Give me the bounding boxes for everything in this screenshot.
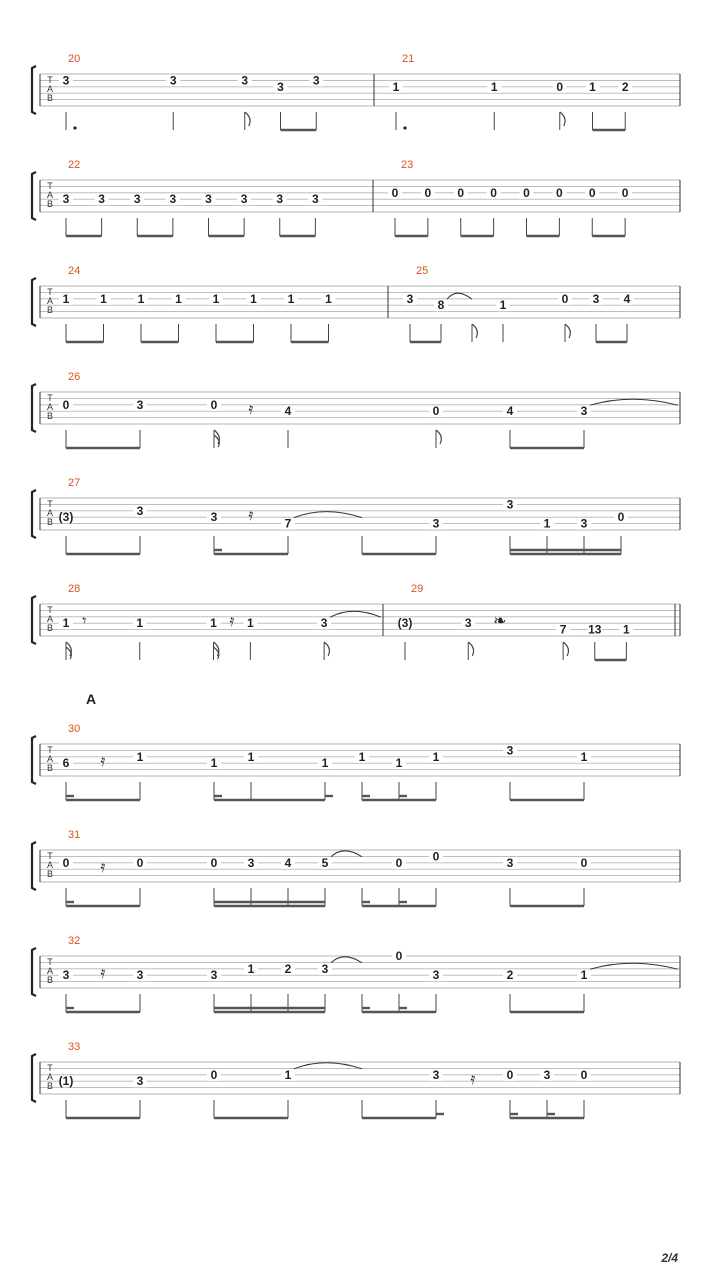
fret-number: 0	[62, 397, 70, 412]
fret-number: 0	[506, 1067, 514, 1082]
fret-number: 3	[506, 743, 514, 758]
tab-clef-letter: A	[46, 1072, 54, 1082]
fret-number: 0	[424, 185, 432, 200]
fret-number: 3	[464, 616, 472, 631]
tab-clef-letter: B	[46, 93, 54, 103]
fret-number: 3	[432, 968, 440, 983]
fret-number: 0	[621, 185, 629, 200]
system-bracket	[32, 172, 36, 220]
tab-clef-letter: T	[47, 1063, 53, 1073]
fret-number: 3	[62, 73, 70, 88]
fret-number: 3	[62, 968, 70, 983]
tab-clef-letter: A	[46, 402, 54, 412]
tab-clef-letter: B	[46, 411, 54, 421]
tab-clef-letter: T	[47, 181, 53, 191]
tab-clef-letter: B	[46, 305, 54, 315]
fret-number: 1	[136, 749, 144, 764]
fret-number: 0	[561, 291, 569, 306]
fret-number: 3	[312, 73, 320, 88]
fret-number: 3	[321, 961, 329, 976]
tab-system	[32, 159, 680, 236]
fret-number: 1	[210, 616, 217, 631]
fret-number: 0	[556, 185, 563, 200]
measure-number: 31	[68, 829, 81, 841]
system-bracket	[32, 596, 36, 644]
fret-number: 3	[98, 192, 105, 207]
fret-number: 0	[432, 849, 440, 864]
tie-arc	[447, 293, 472, 299]
tie-arc	[331, 957, 362, 963]
measure-number: 27	[68, 477, 81, 489]
fret-number: 0	[523, 185, 530, 200]
fret-number: 3	[432, 516, 440, 531]
tab-clef-letter: A	[46, 754, 54, 764]
tab-clef-letter: T	[47, 957, 53, 967]
fret-number: (3)	[397, 616, 413, 631]
fret-number: 4	[506, 404, 514, 419]
fret-number: 3	[543, 1067, 551, 1082]
system-bracket	[32, 66, 36, 114]
fret-number: 0	[490, 185, 497, 200]
note-flag	[245, 112, 250, 126]
tie-arc	[590, 963, 678, 969]
fret-number: 4	[623, 291, 631, 306]
fret-number: 1	[100, 291, 107, 306]
fret-number: 1	[580, 749, 588, 764]
tab-system	[32, 829, 680, 906]
fret-number: 7	[559, 622, 567, 637]
measure-number: 20	[68, 53, 81, 65]
tab-clef-letter: B	[46, 623, 54, 633]
fret-number: 0	[136, 855, 144, 870]
fret-number: 2	[506, 968, 514, 983]
system-bracket	[32, 384, 36, 432]
duration-dot	[73, 126, 76, 129]
section-marker: A	[86, 691, 97, 707]
fret-number: 5	[321, 855, 329, 870]
fret-number: (3)	[58, 510, 74, 525]
note-flag	[560, 112, 565, 126]
fret-number: 1	[247, 616, 254, 631]
tie-arc	[330, 611, 381, 617]
fret-number: 0	[62, 855, 70, 870]
measure-number: 26	[68, 371, 81, 383]
rest-symbol: ❧	[493, 611, 507, 630]
tab-clef-letter: T	[47, 499, 53, 509]
measure-number: 32	[68, 935, 81, 947]
fret-number: (1)	[58, 1074, 74, 1089]
fret-number: 4	[284, 855, 292, 870]
fret-number: 1	[499, 298, 507, 313]
fret-number: 3	[169, 73, 177, 88]
rest-symbol: 𝄿	[100, 963, 106, 982]
tie-arc	[294, 1063, 362, 1069]
rest-symbol: 𝄿	[470, 1069, 476, 1088]
duration-dot	[403, 126, 406, 129]
fret-number: 3	[506, 855, 514, 870]
fret-number: 1	[284, 1067, 292, 1082]
note-flag	[436, 430, 441, 444]
fret-number: 3	[169, 192, 177, 207]
fret-number: 1	[137, 291, 145, 306]
tie-arc	[331, 851, 362, 857]
fret-number: 3	[580, 404, 588, 419]
rest-symbol: 𝄿	[100, 857, 106, 876]
fret-number: 1	[325, 291, 332, 306]
system-bracket	[32, 736, 36, 784]
fret-number: 3	[205, 192, 212, 207]
tab-clef-letter: A	[46, 614, 54, 624]
system-bracket	[32, 1054, 36, 1102]
note-flag	[563, 642, 568, 656]
fret-number: 2	[621, 79, 629, 94]
fret-number: 1	[580, 968, 588, 983]
fret-number: 0	[457, 185, 465, 200]
fret-number: 3	[133, 192, 141, 207]
tab-clef-letter: A	[46, 966, 54, 976]
note-flag	[468, 642, 473, 656]
fret-number: 3	[247, 855, 255, 870]
fret-number: 3	[320, 616, 328, 631]
tab-system	[32, 1041, 680, 1118]
rest-symbol: 𝄿	[248, 399, 254, 418]
fret-number: 1	[62, 616, 70, 631]
tab-clef-letter: B	[46, 975, 54, 985]
fret-number: 0	[556, 79, 564, 94]
rest-symbol: 𝄿	[248, 505, 254, 524]
fret-number: 1	[358, 749, 366, 764]
tab-system	[32, 265, 680, 342]
fret-number: 13	[588, 622, 602, 637]
fret-number: 1	[210, 756, 218, 771]
fret-number: 3	[276, 192, 284, 207]
tab-clef-letter: T	[47, 745, 53, 755]
system-bracket	[32, 490, 36, 538]
note-flag	[565, 324, 570, 338]
rest-symbol: 𝄿	[229, 611, 235, 630]
system-bracket	[32, 278, 36, 326]
tab-clef-letter: T	[47, 393, 53, 403]
fret-number: 1	[212, 291, 220, 306]
fret-number: 0	[210, 1067, 218, 1082]
tab-clef-letter: B	[46, 199, 54, 209]
rest-symbol: 𝄿	[100, 751, 106, 770]
fret-number: 1	[287, 291, 295, 306]
fret-number: 3	[240, 192, 248, 207]
tab-clef-letter: T	[47, 851, 53, 861]
fret-number: 3	[136, 968, 144, 983]
measure-number: 25	[416, 265, 429, 277]
tab-clef-letter: B	[46, 763, 54, 773]
tab-system	[32, 477, 680, 554]
tab-clef-letter: A	[46, 296, 54, 306]
fret-number: 3	[241, 73, 249, 88]
fret-number: 1	[490, 79, 498, 94]
tie-arc	[590, 399, 678, 405]
fret-number: 1	[395, 756, 403, 771]
measure-number: 22	[68, 159, 81, 171]
note-flag	[472, 324, 477, 338]
fret-number: 3	[580, 516, 588, 531]
measure-number: 21	[402, 53, 415, 65]
tab-clef-letter: B	[46, 869, 54, 879]
fret-number: 7	[284, 516, 292, 531]
tab-system	[32, 583, 680, 660]
rest-symbol: 𝄾	[82, 611, 87, 630]
tab-clef-letter: A	[46, 508, 54, 518]
fret-number: 1	[175, 291, 182, 306]
fret-number: 3	[136, 1074, 144, 1089]
tab-clef-letter: T	[47, 75, 53, 85]
fret-number: 1	[589, 79, 596, 94]
fret-number: 0	[432, 404, 440, 419]
measure-number: 23	[401, 159, 414, 171]
note-flag	[324, 642, 329, 656]
tab-clef-letter: T	[47, 287, 53, 297]
fret-number: 1	[543, 516, 551, 531]
fret-number: 3	[506, 497, 514, 512]
fret-number: 1	[62, 291, 70, 306]
fret-number: 0	[580, 855, 588, 870]
fret-number: 8	[437, 298, 445, 313]
fret-number: 0	[210, 855, 218, 870]
fret-number: 1	[623, 622, 630, 637]
fret-number: 3	[210, 968, 218, 983]
fret-number: 0	[588, 185, 596, 200]
fret-number: 0	[580, 1067, 588, 1082]
fret-number: 3	[136, 397, 144, 412]
system-bracket	[32, 948, 36, 996]
fret-number: 0	[391, 185, 399, 200]
measure-number: 29	[411, 583, 424, 595]
tab-systems	[32, 53, 680, 1118]
fret-number: 1	[250, 291, 257, 306]
fret-number: 4	[284, 404, 292, 419]
fret-number: 1	[321, 756, 329, 771]
fret-number: 0	[617, 510, 625, 525]
tab-clef-letter: A	[46, 190, 54, 200]
fret-number: 2	[284, 961, 292, 976]
fret-number: 3	[432, 1067, 440, 1082]
tab-system	[32, 53, 680, 130]
fret-number: 0	[395, 855, 403, 870]
measure-number: 24	[68, 265, 81, 277]
fret-number: 3	[136, 503, 144, 518]
fret-number: 3	[312, 192, 319, 207]
fret-number: 1	[392, 79, 400, 94]
measure-number: 33	[68, 1041, 81, 1053]
fret-number: 1	[432, 749, 440, 764]
fret-number: 3	[406, 291, 414, 306]
tab-clef-letter: T	[47, 605, 53, 615]
tab-clef-letter: B	[46, 1081, 54, 1091]
tab-clef-letter: A	[46, 860, 54, 870]
tab-clef-letter: A	[46, 84, 54, 94]
tab-system	[32, 691, 680, 800]
fret-number: 3	[592, 291, 600, 306]
measure-number: 30	[68, 723, 81, 735]
fret-number: 3	[210, 510, 218, 525]
system-bracket	[32, 842, 36, 890]
fret-number: 1	[136, 616, 144, 631]
fret-number: 3	[277, 79, 284, 94]
fret-number: 1	[247, 961, 255, 976]
tie-arc	[294, 512, 362, 518]
tab-system	[32, 935, 680, 1012]
fret-number: 0	[395, 949, 403, 963]
fret-number: 1	[247, 749, 255, 764]
page-number: 2/4	[661, 1251, 678, 1265]
fret-number: 3	[62, 192, 70, 207]
fret-number: 6	[62, 756, 70, 771]
measure-number: 28	[68, 583, 81, 595]
fret-number: 0	[210, 397, 218, 412]
tab-clef-letter: B	[46, 517, 54, 527]
tab-system	[32, 371, 680, 448]
